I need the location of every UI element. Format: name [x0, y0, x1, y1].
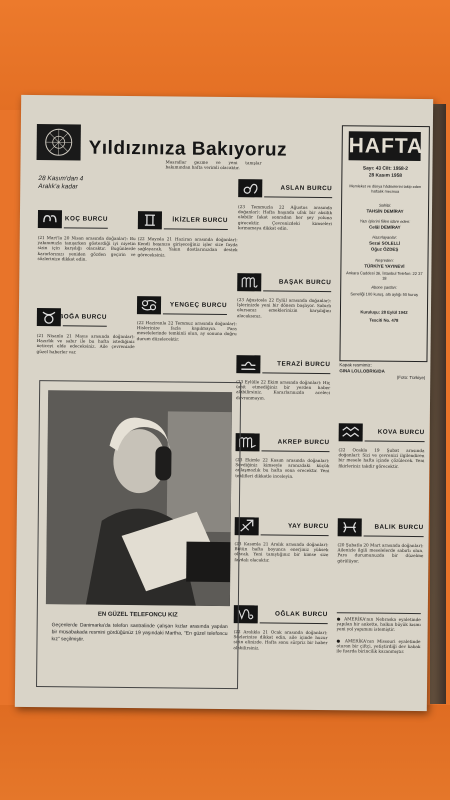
- ram-icon: [38, 210, 62, 228]
- news-item: ● AMERİKA'nın Nebraska eyaletinde yapılan bir ankette, halkın büyük kısmı yeni yol yapımını istemiştir.: [336, 616, 421, 633]
- sign-header-kova: KOVA BURCU: [339, 423, 425, 442]
- sign-text-basak: (23 Ağustosla 22 Eylül arasında doğanlar): İşlerinizde yeni bir dönem başlıyor. Sabırlı olursanız emeklerinizin karşılığını alacaksınız.: [236, 297, 332, 318]
- next-page-edge: [430, 104, 446, 704]
- sign-header-oglak: OĞLAK BURCU: [234, 605, 328, 624]
- sign-header-akrep: AKREP BURCU: [235, 433, 329, 452]
- background-bottom: [0, 705, 450, 800]
- zodiac-wheel-icon: [37, 124, 81, 160]
- cover-note: Kapak resmimiz: GINA LOLLOBRIGIDA (Foto: Türkiye): [339, 362, 426, 381]
- sign-text-yay: (23 Kasımla 21 Aralık arasında doğanlar): Bütün hafta boyunca enerjiniz yüksek olacak. Yeni tanıştığınız bir kimse size faydalı olacaktır.: [234, 541, 329, 563]
- news-bullets: [336, 612, 420, 654]
- twins-icon: [138, 211, 162, 229]
- issue-date: 28 Kasım 1958: [368, 173, 402, 179]
- fish-icon: [338, 518, 362, 536]
- sign-text-terazi: (23 Eylülle 22 Ekim arasında doğanlar): Hiç ümit etmediğiniz bir yerden haber alabilirsiniz. Kararlarınızda aceleci davranmayın.: [236, 379, 331, 401]
- sign-header-aslan: ASLAN BURCU: [238, 179, 332, 198]
- background-top: [0, 0, 450, 110]
- photo-box: [36, 380, 241, 689]
- bull-icon: [37, 308, 61, 326]
- scales-icon: [236, 355, 260, 373]
- sign-text-akrep: (23 Ekimle 22 Kasım arasında doğanlar): Sevdiğiniz kimseyle aranızdaki küçük anlaşmazlık bu hafta sona erecektir. Yeni teklifleri dikkatle inceleyin.: [235, 457, 330, 479]
- intro-text: Masraflar gezme ve yeni tanışlar bakımından hafta verimli olacaktır.: [165, 159, 262, 171]
- sign-header-terazi: TERAZİ BURCU: [236, 355, 330, 374]
- sign-text-koc: (21 Mart'la 20 Nisan arasında doğanlar): Bu yakınımızla tanışırken gösterdiği iyi niyetin sizin için karşılığı olacaktır. Bugünlerde kararlarınızı yeniden gözden geçirin ve sözlerinize dikkat edin.: [37, 235, 136, 262]
- sign-text-aslan: (23 Temmuzla 22 Ağustos arasında doğanlar): Hafta başında ufak bir aksilik olabilir fakat sonradan her şey yoluna girecektir. Çevrenizdeki kimseleri kırmamaya dikkat edin.: [237, 204, 333, 231]
- magazine-logo: HAFTA: [349, 131, 421, 161]
- photo-title: EN GÜZEL TELEFONCU KIZ: [97, 611, 178, 619]
- sign-header-boga: BOĞA BURCU: [37, 308, 107, 327]
- water-bearer-icon: [339, 423, 363, 441]
- telephone-girl-photo: [46, 390, 232, 606]
- sign-text-boga: (21 Nisanla 21 Mayıs arasında doğanlar): Hazırlık ve sabır ile bu hafta istediğiniz neticeyi elde edeceksiniz. Aile çevrenizde güzel haberler var.: [36, 333, 135, 355]
- sign-header-yay: YAY BURCU: [235, 517, 329, 536]
- virgin-icon: [237, 273, 261, 291]
- news-item: ● AMERİKA'nın Missouri eyaletinde oturan bir çiftçi, yetiştirdiği dev kabak ile fuarda birincilik kazanmıştır.: [336, 637, 421, 654]
- sign-header-balik: BALIK BURCU: [338, 518, 424, 537]
- publisher-name: TÜRKİYE YAYINEVİ: [364, 263, 405, 269]
- magazine-page: [15, 95, 433, 711]
- sign-header-koc: KOÇ BURCU: [38, 210, 108, 229]
- sign-text-oglak: (22 Aralıkla 21 Ocak arasında doğanlar): Sözlerinize dikkat edin, aile içinde huzur sizin elinizde. Hafta sonu sürpriz bir haber alabilirsiniz.: [233, 629, 328, 650]
- issue-number: Sayı: 43 Cilt: 1958-2: [362, 166, 409, 172]
- crab-icon: [137, 296, 161, 314]
- lion-icon: [238, 179, 262, 197]
- sign-text-kova: (22 Ocakla 19 Şubat arasında doğanlar): Sizi ve çevrenizi ilgilendiren bir mesele hafta içinde çözülecek. Yeni fikirleriniz takdir görecektir.: [338, 447, 425, 469]
- page-title: Yıldızınıza Bakıyoruz: [88, 137, 288, 161]
- sign-header-yengec: YENGEÇ BURCU: [137, 296, 227, 315]
- sign-header-ikizler: İKİZLER BURCU: [138, 211, 228, 230]
- masthead-tagline: Memleket ve dünya hâdiselerini takip eden haftalık mecmua: [349, 184, 422, 194]
- photo-caption: Geçenlerde Danimarka'da telefon santralinde çalışan kızlar arasında yapılan bir müsabakada resmini gördüğünüz 19 yaşındaki Martha, "En güzel telefoncu kız" seçilmiştir.: [51, 622, 228, 643]
- sign-header-basak: BAŞAK BURCU: [237, 273, 331, 292]
- sign-text-yengec: (22 Haziranla 22 Temmuz arasında doğanlar): Hislerinize fazla kapılmayın. Para meselelerinde temkinli olun, ay sonuna doğru durum düzelecektir.: [136, 320, 237, 342]
- sign-text-ikizler: (22 Mayısla 21 Haziran arasında doğanlar): Kendi başınıza girişeceğiniz işler size fayda sağlayacak. Yakın dostlarınızdan destek göreceksiniz.: [137, 236, 238, 257]
- masthead: HAFTA Sayı: 43 Cilt: 1958-2 28 Kasım 1958 Memleket ve dünya hâdiselerini takip eden haftalık mecmua Sahibi: TAHSİN DEMİRAY Yazı işlerini fiilen idare eden: Celâl DEMİRAY Hazırlayanlar: Sezai SOLELLİ Oğuz ÖZDEŞ Neşreden: TÜRKİYE YAYINEVİ Ankara Caddesi 36, İstanbul Telefon: 22 37 18 Abone şartları: Seneliği 100 kuruş, altı aylığı 50 kuruş Kuruluşu: 28 Eylül 1942 Tesciti No. 478: [339, 125, 429, 362]
- owner-name: TAHSİN DEMİRAY: [366, 208, 404, 214]
- date-range: 28 Kasım'dan 4 Aralık'a kadar: [38, 175, 84, 191]
- sign-text-balik: (20 Şubatla 20 Mart arasında doğanlar): Ailenizle ilgili meselelerde sabırlı olun. Para durumunuzda bir düzelme görülüyor.: [337, 542, 424, 564]
